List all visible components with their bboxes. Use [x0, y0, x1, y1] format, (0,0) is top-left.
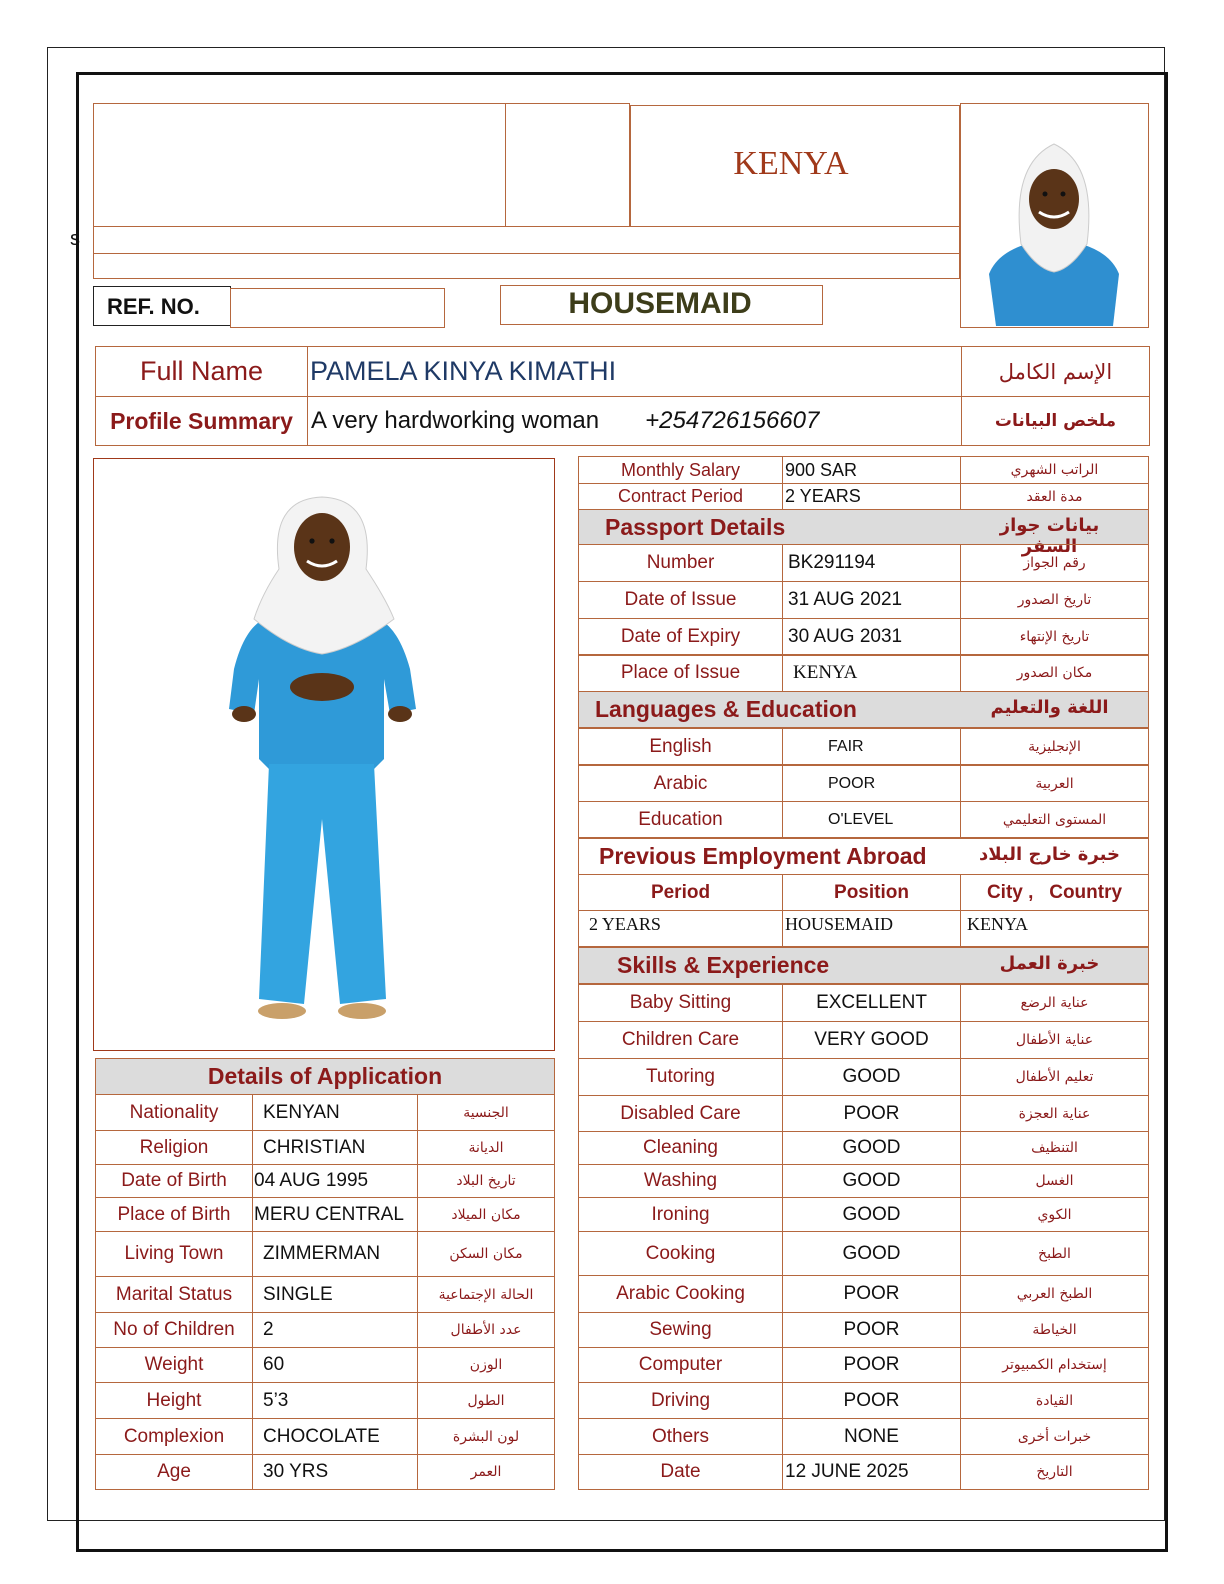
employment-section-title-ar: خبرة خارج البلاد [979, 844, 1120, 865]
skill-row-11-label: Driving [578, 1382, 783, 1419]
language-row-0-value: FAIR [782, 728, 961, 765]
application-row-9-label: Complexion [95, 1418, 253, 1455]
header-strip-2 [93, 253, 960, 279]
application-row-0-ar: الجنسية [417, 1094, 555, 1131]
summary-text: A very hardworking woman [311, 407, 600, 434]
passport-section-title: Passport Details [578, 509, 1149, 545]
header-logo-box-left [93, 103, 506, 227]
passport-row-2-value: 30 AUG 2031 [782, 618, 961, 656]
skill-row-13-ar: التاريخ [960, 1454, 1149, 1490]
ref-value-box [230, 288, 445, 328]
full-body-photo [94, 459, 552, 1048]
header-logo-box-mid [505, 103, 630, 227]
passport-section-title-ar: بيانات جواز السفر [999, 515, 1100, 557]
skill-row-3-label: Disabled Care [578, 1095, 783, 1132]
language-row-2-ar: المستوى التعليمي [960, 801, 1149, 838]
portrait-photo-box [960, 103, 1149, 328]
summary-label: Profile Summary [95, 396, 308, 446]
employment-col-position: Position [782, 874, 961, 911]
language-row-0-label: English [578, 728, 783, 765]
passport-row-3-label: Place of Issue [578, 654, 783, 692]
summary-ar: ملخص البيانات [961, 396, 1150, 446]
application-row-10-value: 30 YRS [252, 1454, 418, 1490]
skill-row-7-label: Cooking [578, 1231, 783, 1276]
skill-row-7-ar: الطبخ [960, 1231, 1149, 1276]
skill-row-10-value: POOR [782, 1347, 961, 1383]
application-row-4-ar: مكان السكن [417, 1231, 555, 1277]
employment-col-city: City , Country [960, 874, 1149, 911]
passport-row-1-value: 31 AUG 2021 [782, 581, 961, 619]
skill-row-6-label: Ironing [578, 1197, 783, 1232]
contract-row-0-label: Monthly Salary [578, 456, 783, 484]
skill-row-2-label: Tutoring [578, 1058, 783, 1096]
ref-label: REF. NO. [107, 294, 200, 319]
application-section-title: Details of Application [95, 1058, 555, 1095]
full-name-value: PAMELA KINYA KIMATHI [307, 346, 962, 397]
language-row-1-value: POOR [782, 765, 961, 802]
skill-row-0-value: EXCELLENT [782, 984, 961, 1022]
skill-row-1-ar: عناية الأطفال [960, 1021, 1149, 1059]
application-row-10-label: Age [95, 1454, 253, 1490]
phone-number: +254726156607 [645, 407, 820, 434]
skill-row-11-value: POOR [782, 1382, 961, 1419]
application-row-5-value: SINGLE [252, 1276, 418, 1313]
application-row-0-label: Nationality [95, 1094, 253, 1131]
skills-section-title: Skills & Experience [578, 947, 1149, 984]
skill-row-8-value: POOR [782, 1275, 961, 1313]
application-row-1-ar: الديانة [417, 1130, 555, 1165]
application-row-8-label: Height [95, 1382, 253, 1419]
contract-row-1-label: Contract Period [578, 483, 783, 510]
passport-row-0-label: Number [578, 544, 783, 582]
job-title: HOUSEMAID [568, 287, 752, 320]
portrait-photo [961, 104, 1147, 326]
skill-row-6-ar: الكوي [960, 1197, 1149, 1232]
full-name-ar: الإسم الكامل [961, 346, 1150, 397]
skill-row-3-ar: عناية العجزة [960, 1095, 1149, 1132]
application-row-7-value: 60 [252, 1347, 418, 1383]
language-row-2-label: Education [578, 801, 783, 838]
skill-row-8-ar: الطبخ العربي [960, 1275, 1149, 1313]
skill-row-6-value: GOOD [782, 1197, 961, 1232]
skill-row-1-label: Children Care [578, 1021, 783, 1059]
application-row-1-label: Religion [95, 1130, 253, 1165]
application-row-4-value: ZIMMERMAN [252, 1231, 418, 1277]
application-row-5-label: Marital Status [95, 1276, 253, 1313]
employment-period: 2 YEARS [578, 910, 783, 947]
skill-row-0-ar: عناية الرضع [960, 984, 1149, 1022]
languages-section-title: Languages & Education [578, 691, 1149, 728]
skill-row-9-value: POOR [782, 1312, 961, 1348]
contract-row-1-value: 2 YEARS [782, 483, 961, 510]
application-row-8-ar: الطول [417, 1382, 555, 1419]
skill-row-12-value: NONE [782, 1418, 961, 1455]
application-row-0-value: KENYAN [252, 1094, 418, 1131]
employment-col-period: Period [578, 874, 783, 911]
application-row-2-ar: تاريخ البلاد [417, 1164, 555, 1198]
summary-value [307, 396, 962, 446]
skill-row-13-value: 12 JUNE 2025 [782, 1454, 961, 1490]
application-row-4-label: Living Town [95, 1231, 253, 1277]
application-row-7-ar: الوزن [417, 1347, 555, 1383]
application-row-6-value: 2 [252, 1312, 418, 1348]
passport-row-2-label: Date of Expiry [578, 618, 783, 656]
stray-mark: s [70, 228, 80, 250]
application-row-7-label: Weight [95, 1347, 253, 1383]
skill-row-13-label: Date [578, 1454, 783, 1490]
language-row-0-ar: الإنجليزية [960, 728, 1149, 765]
application-row-10-ar: العمر [417, 1454, 555, 1490]
language-row-2-value: O'LEVEL [782, 801, 961, 838]
application-row-9-ar: لون البشرة [417, 1418, 555, 1455]
application-row-3-value: MERU CENTRAL [252, 1197, 418, 1232]
application-row-6-label: No of Children [95, 1312, 253, 1348]
skill-row-3-value: POOR [782, 1095, 961, 1132]
passport-row-3-ar: مكان الصدور [960, 654, 1149, 692]
skill-row-4-value: GOOD [782, 1131, 961, 1165]
application-row-6-ar: عدد الأطفال [417, 1312, 555, 1348]
skill-row-10-ar: إستخدام الكمبيوتر [960, 1347, 1149, 1383]
language-row-1-label: Arabic [578, 765, 783, 802]
skill-row-12-ar: خبرات أخرى [960, 1418, 1149, 1455]
skill-row-5-value: GOOD [782, 1164, 961, 1198]
application-row-3-label: Place of Birth [95, 1197, 253, 1232]
employment-city: KENYA [960, 910, 1149, 947]
languages-section-title-ar: اللغة والتعليم [990, 697, 1109, 718]
skill-row-11-ar: القيادة [960, 1382, 1149, 1419]
skill-row-7-value: GOOD [782, 1231, 961, 1276]
contract-row-0-value: 900 SAR [782, 456, 961, 484]
contract-row-0-ar: الراتب الشهري [960, 456, 1149, 484]
application-row-1-value: CHRISTIAN [252, 1130, 418, 1165]
skills-section-title-ar: خبرة العمل [999, 953, 1100, 974]
contract-row-1-ar: مدة العقد [960, 483, 1149, 510]
passport-row-1-ar: تاريخ الصدور [960, 581, 1149, 619]
full-body-photo-box [93, 458, 555, 1051]
employment-position: HOUSEMAID [782, 910, 961, 947]
full-name-label: Full Name [95, 346, 308, 397]
header-strip-1 [93, 226, 960, 254]
skill-row-1-value: VERY GOOD [782, 1021, 961, 1059]
application-row-3-ar: مكان الميلاد [417, 1197, 555, 1232]
application-row-2-label: Date of Birth [95, 1164, 253, 1198]
passport-row-1-label: Date of Issue [578, 581, 783, 619]
employment-section-title: Previous Employment Abroad [578, 838, 1149, 875]
skill-row-5-ar: الغسل [960, 1164, 1149, 1198]
skill-row-4-ar: التنظيف [960, 1131, 1149, 1165]
application-row-5-ar: الحالة الإجتماعية [417, 1276, 555, 1313]
skill-row-8-label: Arabic Cooking [578, 1275, 783, 1313]
application-row-8-value: 5’3 [252, 1382, 418, 1419]
application-row-2-value: 04 AUG 1995 [252, 1164, 418, 1198]
passport-row-2-ar: تاريخ الإنتهاء [960, 618, 1149, 656]
passport-row-3-value: KENYA [782, 654, 961, 692]
skill-row-5-label: Washing [578, 1164, 783, 1198]
skill-row-2-value: GOOD [782, 1058, 961, 1096]
skill-row-9-ar: الخياطة [960, 1312, 1149, 1348]
skill-row-9-label: Sewing [578, 1312, 783, 1348]
skill-row-2-ar: تعليم الأطفال [960, 1058, 1149, 1096]
passport-row-0-value: BK291194 [782, 544, 961, 582]
skill-row-10-label: Computer [578, 1347, 783, 1383]
country-title: KENYA [733, 145, 849, 182]
passport-row-0-ar: رقم الجواز [960, 544, 1149, 582]
language-row-1-ar: العربية [960, 765, 1149, 802]
skill-row-12-label: Others [578, 1418, 783, 1455]
application-row-9-value: CHOCOLATE [252, 1418, 418, 1455]
skill-row-0-label: Baby Sitting [578, 984, 783, 1022]
skill-row-4-label: Cleaning [578, 1131, 783, 1165]
